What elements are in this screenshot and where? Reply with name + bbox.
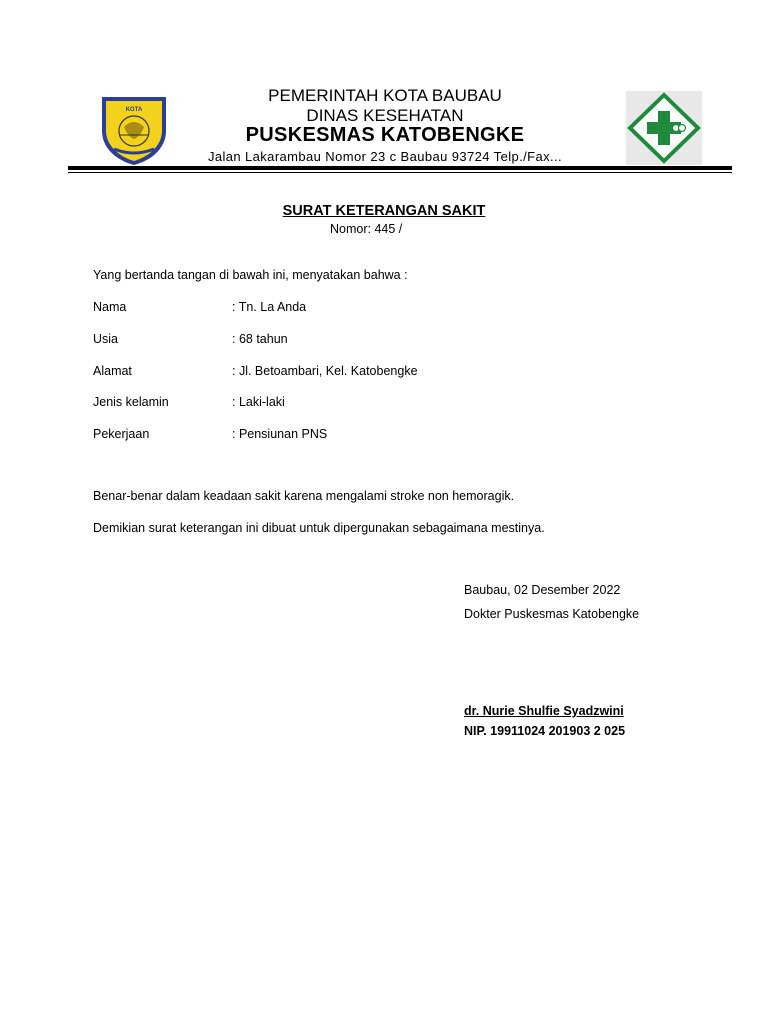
field-value-nama: : Tn. La Anda — [232, 300, 307, 314]
field-label-jenis-kelamin: Jenis kelamin — [93, 395, 169, 409]
header-department: DINAS KESEHATAN — [306, 106, 464, 125]
statement-diagnosis: Benar-benar dalam keadaan sakit karena mengalami stroke non hemoragik. — [93, 489, 515, 503]
header-address: Jalan Lakarambau Nomor 23 c Baubau 93724 Telp./Fax... — [207, 149, 563, 164]
statement-closing: Demikian surat keterangan ini dibuat untuk dipergunakan sebagaimana mestinya. — [93, 521, 545, 535]
field-value-alamat: : Jl. Betoambari, Kel. Katobengke — [232, 364, 418, 378]
header-institution: PUSKESMAS KATOBENGKE — [245, 124, 525, 146]
intro-text: Yang bertanda tangan di bawah ini, menyatakan bahwa : — [93, 268, 408, 282]
letter-title: SURAT KETERANGAN SAKIT — [282, 203, 486, 219]
field-label-usia: Usia — [93, 332, 119, 346]
emblem-text: KOTA — [125, 107, 143, 113]
letter-number: Nomor: 445 / — [330, 222, 403, 236]
field-label-pekerjaan: Pekerjaan — [93, 427, 150, 441]
signature-nip: NIP. 19911024 201903 2 025 — [464, 724, 626, 738]
signature-name: dr. Nurie Shulfie Syadzwini — [464, 704, 624, 718]
field-label-nama: Nama — [93, 300, 127, 314]
city-emblem-logo — [94, 91, 174, 167]
puskesmas-cross-logo-icon — [626, 91, 702, 165]
header-divider-thick — [68, 166, 732, 170]
header-divider-thin — [68, 172, 732, 173]
field-value-usia: : 68 tahun — [232, 332, 288, 346]
header-government: PEMERINTAH KOTA BAUBAU — [268, 86, 502, 105]
field-value-pekerjaan: : Pensiunan PNS — [232, 427, 328, 441]
signature-role: Dokter Puskesmas Katobengke — [464, 607, 640, 621]
field-label-alamat: Alamat — [93, 364, 132, 378]
signature-place-date: Baubau, 02 Desember 2022 — [464, 583, 621, 597]
field-value-jenis-kelamin: : Laki-laki — [232, 395, 285, 409]
